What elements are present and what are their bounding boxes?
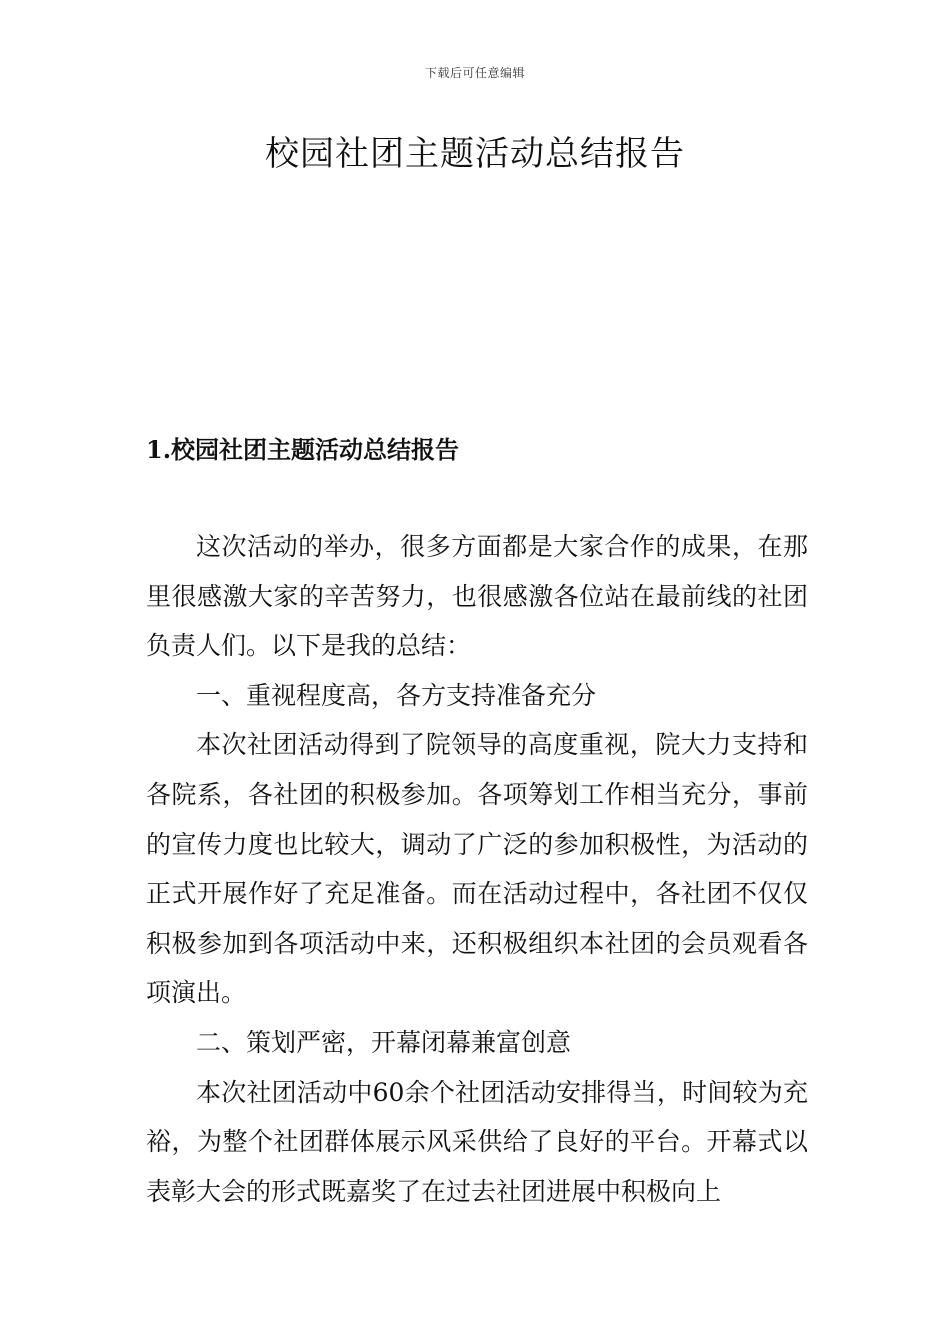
paragraph-heading-one: 一、重视程度高，各方支持准备充分 — [196, 680, 597, 710]
paragraph-support: 本次社团活动得到了院领导的高度重视，院大力支持和各院系，各社团的积极参加。各项筹划工作相当充分，事前的宣传力度也比较大，调动了广泛的参加积极性，为活动的正式开展作好了充足准备。而在活动过程中，各社团不仅仅积极参加到各项活动中来，还积极组织本社团的会员观看各项演出。 — [146, 730, 808, 1008]
document-title: 校园社团主题活动总结报告 — [265, 134, 685, 174]
document-body — [146, 522, 808, 1216]
header-note: 下载后可任意编辑 — [424, 66, 525, 80]
paragraph-planning: 本次社团活动中60余个社团活动安排得当，时间较为充裕，为整个社团群体展示风采供给了良好的平台。开幕式以表彰大会的形式既嘉奖了在过去社团进展中积极向上 — [146, 1077, 808, 1206]
paragraph-intro: 这次活动的举办，很多方面都是大家合作的成果，在那里很感激大家的辛苦努力，也很感激各位站在最前线的社团负责人们。以下是我的总结： — [146, 532, 808, 661]
section-heading: 1.校园社团主题活动总结报告 — [146, 435, 460, 464]
paragraph-heading-two: 二、策划严密，开幕闭幕兼富创意 — [196, 1027, 572, 1057]
